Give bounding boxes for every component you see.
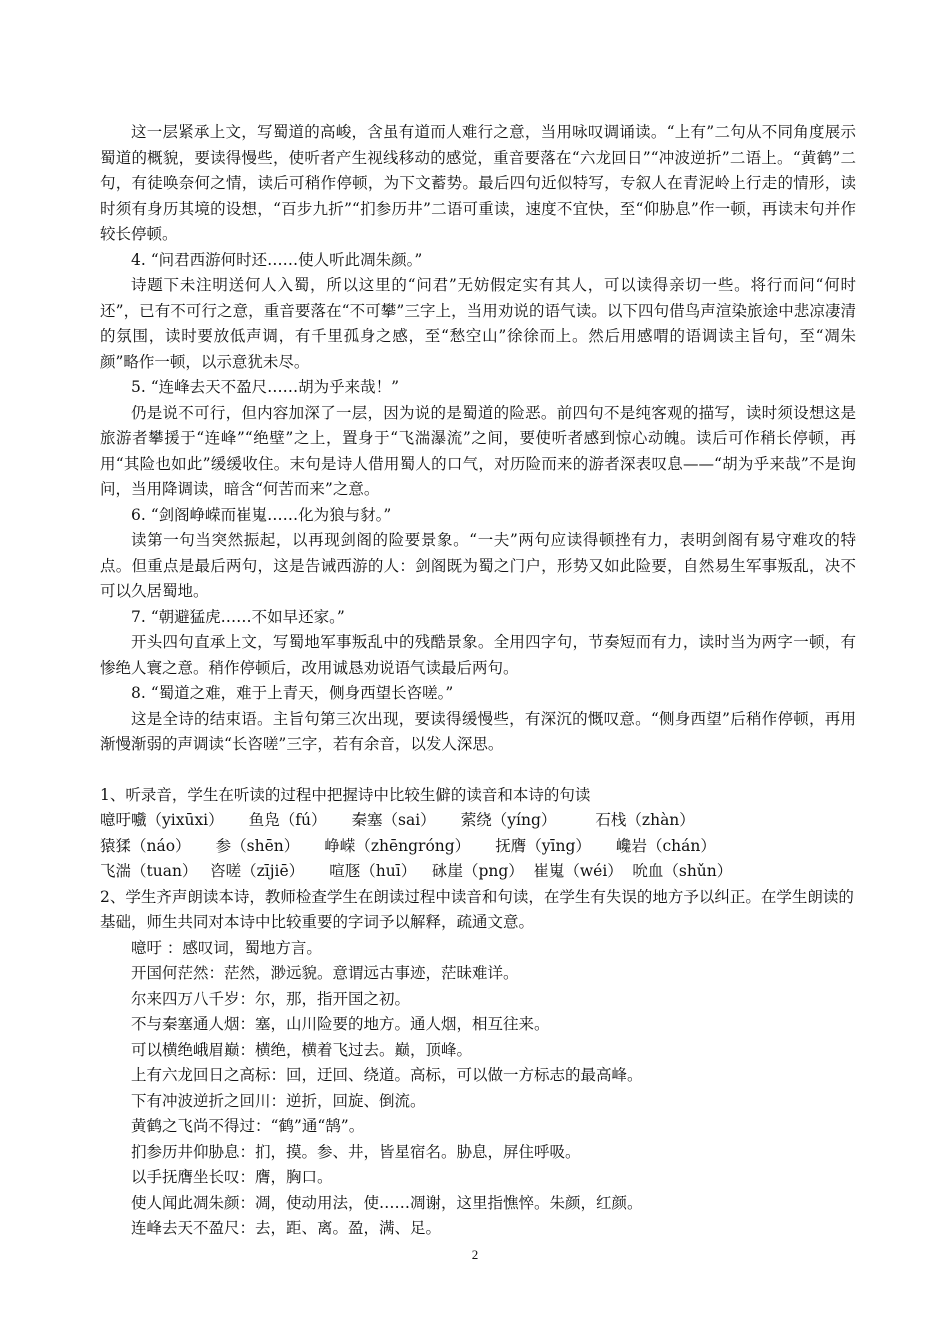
- section-heading-8: 8. “蜀道之难，难于上青天，侧身西望长咨嗟。”: [131, 684, 454, 702]
- activity-2-heading: 2、学生齐声朗读本诗，教师检查学生在朗读过程中读音和句读，在学生有失误的地方予以纠正。在学生朗读的基础，师生共同对本诗中比较重要的字词予以解释，疏通文意。: [100, 887, 854, 931]
- word-note: 噫吁 ：感叹词，蜀地方言。: [131, 938, 322, 957]
- pronunciation-item: 飞湍（tuan）: [100, 862, 198, 880]
- pronunciation-item: 崔嵬（wéi）: [533, 862, 623, 880]
- paragraph: 这是全诗的结束语。主旨句第三次出现，要读得缓慢些，有深沉的慨叹意。“侧身西望”后稍作停顿，再用渐慢渐弱的声调读“长咨嗟”三字，若有余音，以发人深思。: [100, 709, 856, 753]
- section-heading-5: 5. “连峰去天不盈尺……胡为乎来哉！”: [131, 378, 400, 396]
- pronunciation-row: [100, 808, 856, 834]
- pronunciation-item: 石栈（zhàn）: [595, 811, 695, 829]
- word-note: 连峰去天不盈尺：去，距、离。盈，满、足。: [131, 1219, 442, 1237]
- paragraph: 开头四句直承上文，写蜀地军事叛乱中的残酷景象。全用四字句，节奏短而有力，读时当为两字一顿，有惨绝人寰之意。稍作停顿后，改用诚恳劝说语气读最后两句。: [100, 633, 856, 677]
- pronunciation-item: 鱼凫（fú）: [248, 811, 327, 829]
- page-number: 2: [471, 1247, 479, 1262]
- paragraph: 这一层紧承上文，写蜀道的高峻，含虽有道而人难行之意，当用咏叹调诵读。“上有”二句从不同角度展示蜀道的概貌，要读得慢些，使听者产生视线移动的感觉，重音要落在“六龙回日”“冲波逆折”二语上。“黄鹤”二句，有徒唤奈何之情，读后可稍作停顿，为下文蓄势。最后四句近似特写，专叙人在青泥岭上行走的情形，读时须有身历其境的设想，“百步九折”“扪参历井”二语可重读，速度不宜快，至“仰胁息”作一顿，再读末句并作较长停顿。: [100, 123, 856, 243]
- word-note: 下有冲波逆折之回川：逆折，回旋、倒流。: [131, 1091, 426, 1110]
- page-content: [100, 120, 856, 1242]
- section-heading-7: 7. “朝避猛虎……不如早还家。”: [131, 607, 345, 626]
- pronunciation-item: 噫吁嚱（yixūxi）: [100, 811, 224, 829]
- word-note: 使人闻此凋朱颜：凋，使动用法，使……凋谢，这里指憔悴。朱颜，红颜。: [131, 1193, 643, 1212]
- pronunciation-item: 抚膺（yīng）: [495, 836, 591, 855]
- word-note: 上有六龙回日之高标：回，迂回、绕道。高标，可以做一方标志的最高峰。: [131, 1066, 643, 1084]
- pronunciation-item: 咨嗟（zījiē）: [210, 862, 305, 880]
- pronunciation-row: [100, 834, 856, 860]
- activity-1-heading: 1、听录音，学生在听读的过程中把握诗中比较生僻的读音和本诗的句读: [100, 785, 591, 804]
- pronunciation-item: 吮血（shǔn）: [632, 862, 733, 880]
- paragraph: 诗题下未注明送何人入蜀，所以这里的“问君”无妨假定实有其人，可以读得亲切一些。将行而问“何时还”，已有不可行之意，重音要落在“不可攀”三字上，当用劝说的语气读。以下四句借鸟声渲染旅途中悲凉凄清的氛围，读时要放低声调，有千里孤身之感，至“愁空山”徐徐而上。然后用感喟的语调读主旨句，至“凋朱颜”略作一顿，以示意犹未尽。: [100, 276, 856, 371]
- word-note: 黄鹤之飞尚不得过：“鹤”通“鹄”。: [131, 1117, 365, 1135]
- word-note: 可以横绝峨眉巅：横绝，横着飞过去。巅，顶峰。: [131, 1040, 473, 1059]
- word-note: 开国何茫然：茫然，渺远貌。意谓远古事迹，茫昧难详。: [131, 964, 519, 982]
- section-heading-6: 6. “剑阁峥嵘而崔嵬……化为狼与豺。”: [131, 505, 392, 524]
- word-note: 扪参历井仰胁息：扪，摸。参、井，皆星宿名。胁息，屏住呼吸。: [131, 1142, 581, 1161]
- paragraph: 仍是说不可行，但内容加深了一层，因为说的是蜀道的险恶。前四句不是纯客观的描写，读时须设想这是旅游者攀援于“连峰”“绝壁”之上，置身于“飞湍瀑流”之间，要使听者感到惊心动魄。读后可作稍长停顿，再用“其险也如此”缓缓收住。末句是诗人借用蜀人的口气，对历险而来的游者深表叹息——“胡为乎来哉”不是询问，当用降调读，暗含“何苦而来”之意。: [100, 403, 856, 498]
- pronunciation-item: 萦绕（yíng）: [460, 811, 557, 829]
- pronunciation-item: 峥嵘（zhēngróng）: [324, 836, 471, 855]
- paragraph: 读第一句当突然振起，以再现剑阁的险要景象。“一夫”两句应读得顿挫有力，表明剑阁有易守难攻的特点。但重点是最后两句，这是告诫西游的人：剑阁既为蜀之门户，形势又如此险要，自然易生军事叛乱，决不可以久居蜀地。: [100, 531, 856, 600]
- pronunciation-item: 秦塞（sai）: [351, 811, 436, 829]
- word-note: 以手抚膺坐长叹：膺，胸口。: [131, 1168, 333, 1186]
- pronunciation-item: 喧豗（huī）: [329, 862, 417, 880]
- blank-line: [100, 758, 856, 783]
- pronunciation-item: 猿猱（náo）: [100, 836, 191, 855]
- pronunciation-item: 砯崖（png）: [431, 862, 524, 880]
- word-note: 尔来四万八千岁：尔，那，指开国之初。: [131, 989, 411, 1008]
- pronunciation-item: 参（shēn）: [215, 836, 300, 855]
- section-heading-4: 4. “问君西游何时还……使人听此凋朱颜。”: [131, 250, 423, 269]
- pronunciation-item: 巉岩（chán）: [615, 836, 716, 855]
- pronunciation-row: [100, 859, 856, 885]
- word-note: 不与秦塞通人烟：塞，山川险要的地方。通人烟，相互往来。: [131, 1015, 550, 1033]
